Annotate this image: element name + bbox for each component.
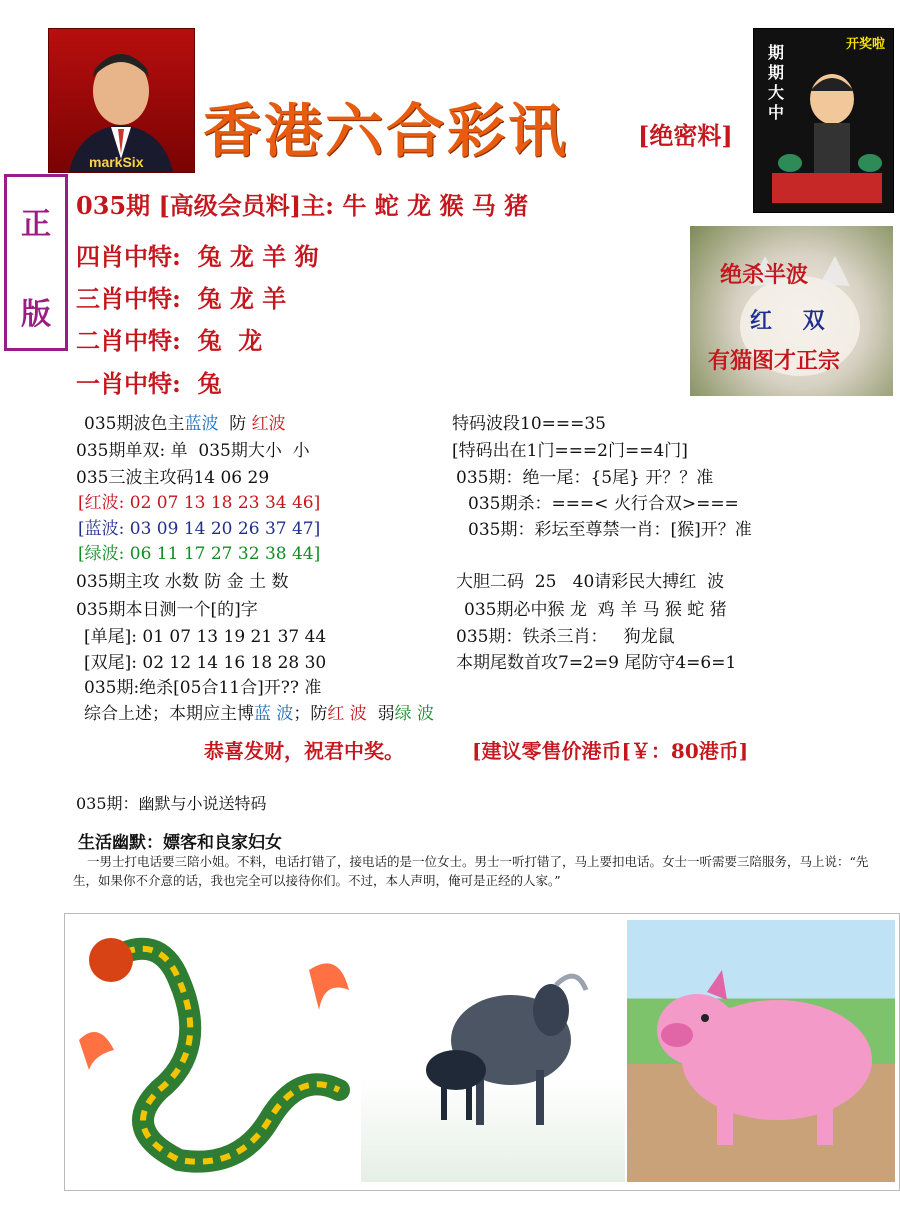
blue-wave-numbers: [蓝波: 03 09 14 20 26 37 47] bbox=[78, 519, 321, 539]
official-edition-badge bbox=[4, 174, 68, 351]
summary-mid: ；防 bbox=[293, 704, 328, 724]
one-zodiac-pick: 一肖中特: 兔 bbox=[76, 369, 222, 398]
summary-mid2: 弱 bbox=[366, 704, 395, 724]
badge-char-top: 正 bbox=[21, 207, 51, 242]
forbidden-line: 035期：彩坛至尊禁一肖：[猴]开？准 bbox=[468, 520, 752, 540]
badge-char-bottom: 版 bbox=[21, 297, 51, 332]
cartoon-figure-icon bbox=[754, 29, 893, 212]
zodiac-pictures bbox=[64, 913, 900, 1191]
attack-line: 035期主攻 水数 防 金 土 数 bbox=[76, 572, 289, 592]
wave-pre: 035期波色主 bbox=[84, 414, 185, 434]
humor-title: 生活幽默：嫖客和良家妇女 bbox=[78, 833, 282, 853]
marksix-logo: markSix bbox=[89, 154, 144, 170]
member-picks: 035期 [高级会员料]主: 牛 蛇 龙 猴 马 猪 bbox=[76, 191, 529, 220]
summary-blue: 蓝 波 bbox=[254, 704, 294, 724]
wave-mid: 防 bbox=[218, 414, 252, 434]
red-wave-numbers: [红波: 02 07 13 18 23 34 46] bbox=[78, 493, 321, 513]
summary-green: 绿 波 bbox=[394, 704, 435, 724]
goat-picture bbox=[361, 920, 625, 1182]
cartoon-badge: 开奖啦 bbox=[846, 37, 886, 52]
cartoon-image bbox=[753, 28, 894, 213]
host-portrait-icon bbox=[49, 29, 194, 172]
goat-icon bbox=[361, 920, 625, 1182]
pig-picture bbox=[627, 920, 895, 1182]
humor-body: 一男士打电话要三陪小姐。不料，电话打错了，接电话的是一位女士。男士一听打错了，马上要扣电话。女士一听需要三陪服务，马上说：“先生，如果你不介意的话，我也完全可以接待你们。不过，本人声明，俺可是正经的人家。” bbox=[73, 854, 869, 888]
wish-line: 恭喜发财，祝君中奖。 bbox=[204, 739, 404, 763]
three-zodiac-pick: 三肖中特: 兔 龙 羊 bbox=[76, 284, 287, 313]
green-wave-numbers: [绿波: 06 11 17 27 32 38 44] bbox=[78, 544, 321, 564]
word-line: 035期本日测一个[的]字 bbox=[76, 600, 258, 620]
cartoon-caption: 期期大中 bbox=[768, 43, 785, 122]
wave-red: 红波 bbox=[251, 414, 286, 434]
host-photo bbox=[48, 28, 195, 173]
dragon-icon bbox=[69, 920, 359, 1182]
pig-icon bbox=[627, 920, 895, 1182]
page-subtitle: [绝密料] bbox=[638, 121, 733, 150]
summary-line bbox=[84, 699, 434, 724]
bold-two-line: 大胆二码 25 40请彩民大搏红 波 bbox=[456, 572, 725, 592]
dragon-picture bbox=[69, 920, 359, 1182]
three-wave-line: 035三波主攻码14 06 29 bbox=[76, 468, 270, 488]
price-line: [建议零售价港币[￥：80港币] bbox=[472, 739, 749, 763]
four-zodiac-pick: 四肖中特: 兔 龙 羊 狗 bbox=[76, 242, 319, 271]
cat-image-box bbox=[690, 226, 893, 396]
summary-pre: 综合上述；本期应主博 bbox=[84, 704, 254, 724]
special-door-line: [特码出在1门===2门==4门] bbox=[452, 441, 688, 461]
kill-combo-line: 035期杀：===< 火行合双>=== bbox=[468, 494, 739, 514]
cat-line2: 红 双 bbox=[750, 308, 825, 334]
cat-line3: 有猫图才正宗 bbox=[708, 348, 841, 374]
tail-attack-line: 本期尾数首攻7=2=9 尾防守4=6=1 bbox=[456, 653, 737, 673]
double-tail-line: [双尾]: 02 12 14 16 18 28 30 bbox=[84, 653, 327, 673]
iron-kill-line: 035期：铁杀三肖： 狗龙鼠 bbox=[456, 627, 675, 647]
humor-heading: 035期：幽默与小说送特码 bbox=[76, 794, 267, 813]
page-title: 香港六合彩讯 bbox=[203, 97, 570, 165]
cat-line1: 绝杀半波 bbox=[720, 262, 809, 288]
special-range-line: 特码波段10===35 bbox=[452, 414, 606, 434]
wave-color-line bbox=[84, 409, 286, 434]
odd-even-line: 035期单双: 单 035期大小 小 bbox=[76, 441, 310, 461]
summary-red: 红 波 bbox=[327, 704, 367, 724]
must-win-line: 035期必中猴 龙 鸡 羊 马 猴 蛇 猪 bbox=[464, 600, 727, 620]
tail-line: 035期：绝一尾：{5尾} 开？？准 bbox=[456, 468, 714, 488]
kill-line: 035期:绝杀[05合11合]开?? 准 bbox=[84, 678, 322, 698]
single-tail-line: [单尾]: 01 07 13 19 21 37 44 bbox=[84, 627, 327, 647]
two-zodiac-pick: 二肖中特: 兔 龙 bbox=[76, 326, 263, 355]
wave-blue: 蓝波 bbox=[184, 414, 219, 434]
